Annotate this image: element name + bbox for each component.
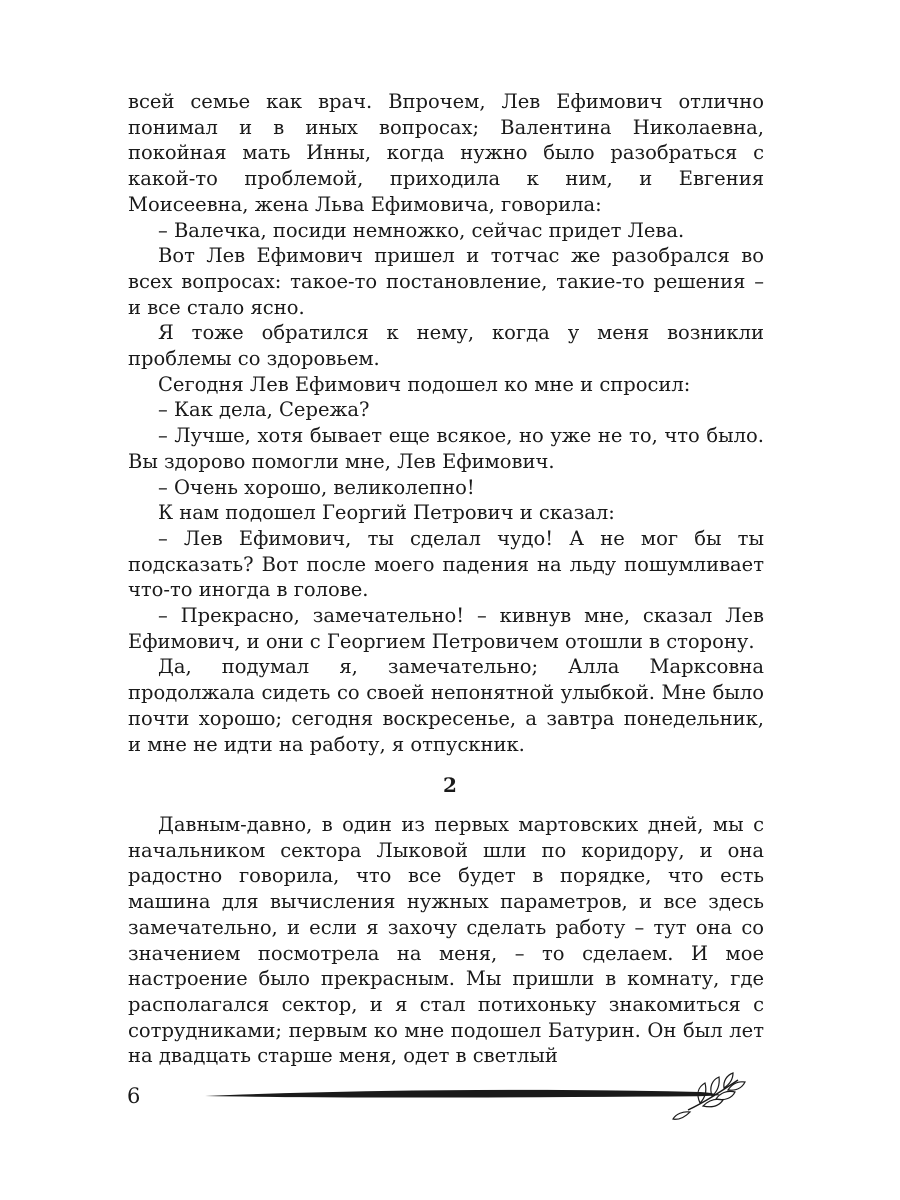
paragraph: – Очень хорошо, великолепно! (158, 475, 475, 499)
leaf (728, 1082, 745, 1090)
paragraph: – Как дела, Сережа? (158, 398, 370, 422)
page-footer (0, 1070, 900, 1130)
paragraph: – Прекрасно, замечательно! – кивнув мне, сказал Лев Ефимович, и они с Георгием Петровичем отошли в сторону. (128, 604, 764, 653)
paragraph: – Лев Ефимович, ты сделал чудо! А не мог бы ты подсказать? Вот после моего падения на льду пошумливает что-то иногда в голове. (128, 526, 764, 602)
page-number: 6 (127, 1084, 141, 1108)
paragraph: Да, подумал я, замечательно; Алла Марксовна продолжала сидеть со своей непонятной улыбкой. Мне было почти хорошо; сегодня воскресенье, а завтра понедельник, и мне не идти на работу, я отпускник. (128, 655, 764, 756)
text-after-chapter (128, 812, 764, 1069)
paragraph: всей семье как врач. Впрочем, Лев Ефимович отлично понимал и в иных вопросах; Валентина Николаевна, покойная мать Инны, когда нужно было разобраться с какой-то проблемой, приходила к ним, и Евгения Моисеевна, жена Льва Ефимовича, говорила: (128, 90, 764, 216)
chapter-number: 2 (443, 773, 457, 797)
leaf (673, 1112, 690, 1119)
paragraph: Вот Лев Ефимович пришел и тотчас же разобрался во всех вопросах: такое-то постановление, такие-то решения – и все стало ясно. (128, 244, 764, 319)
paragraph: – Лучше, хотя бывает еще всякое, но уже не то, что было. Вы здорово помогли мне, Лев Ефимович. (128, 424, 764, 473)
paragraph: К нам подошел Георгий Петрович и сказал: (158, 501, 615, 525)
leaf-sprig-icon (200, 1070, 760, 1130)
swash-line (205, 1090, 722, 1098)
paragraph: – Валечка, посиди немножко, сейчас придет Лева. (158, 218, 685, 242)
text-before-chapter (128, 89, 764, 757)
paragraph: Давным-давно, в один из первых мартовских дней, мы с начальником сектора Лыковой шли по коридору, и она радостно говорила, что все будет в порядке, что есть машина для вычисления нужных параметров, и все здесь замечательно, и если я захочу сделать работу – тут она со значением посмотрела на меня, – то сделаем. И мое настроение было прекрасным. Мы пришли в комнату, где располагался сектор, и я стал потихоньку знакомиться с сотрудниками; первым ко мне подошел Батурин. Он был лет на двадцать старше меня, одет в светлый (128, 813, 764, 1068)
paragraph: Сегодня Лев Ефимович подошел ко мне и спросил: (158, 372, 691, 396)
paragraph: Я тоже обратился к нему, когда у меня возникли проблемы со здоровьем. (128, 321, 764, 371)
